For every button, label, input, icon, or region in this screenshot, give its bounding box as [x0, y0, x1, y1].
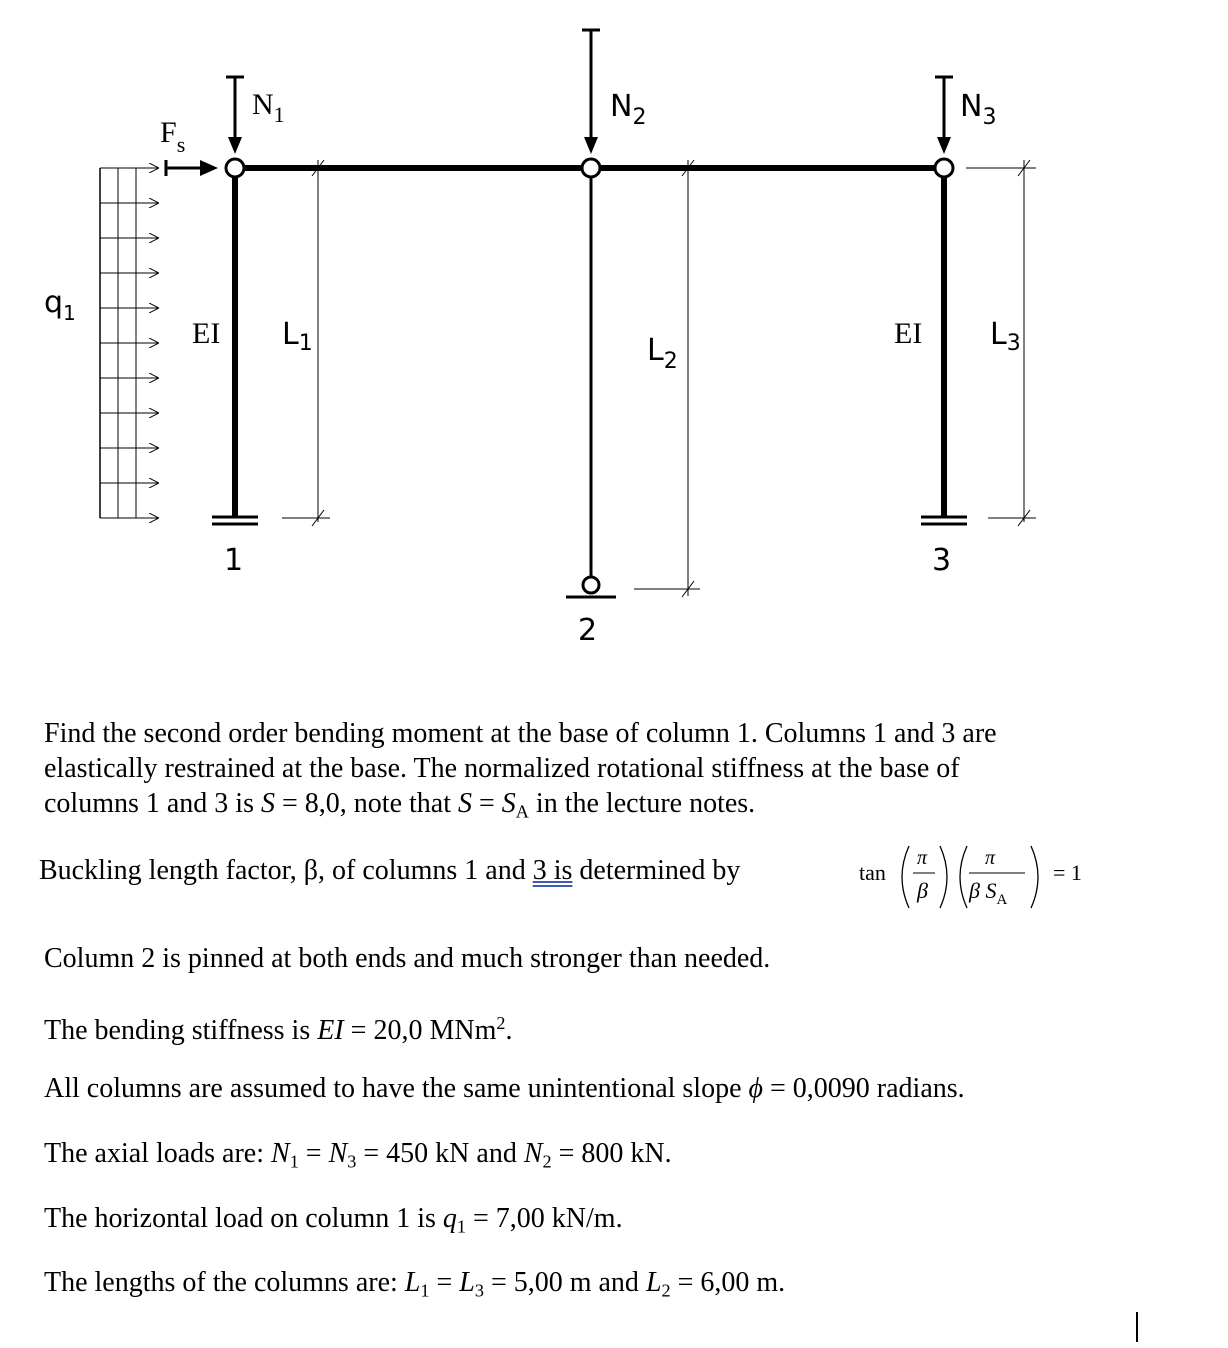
- text-cursor: [1136, 1312, 1138, 1342]
- label-l3: $L_3$: [990, 317, 1021, 356]
- axial-load-n2-arrow: [582, 30, 600, 154]
- stiffness-text: The bending stiffness is EI = 20,0 MNm$^2$.: [44, 1013, 513, 1046]
- buckling-text: Buckling length factor, β, of columns 1 and 3 is determined by: [39, 855, 741, 886]
- force-fs-arrow: [166, 160, 218, 176]
- label-n1: $N_1$: [252, 88, 285, 127]
- hinge-3: [935, 159, 953, 177]
- svg-text:π: π: [985, 847, 996, 869]
- svg-text:β: β: [917, 878, 928, 903]
- label-n3: $N_3$: [960, 89, 997, 130]
- axial-load-n3-arrow: [935, 77, 953, 154]
- dimension-l2: [600, 160, 700, 597]
- column2-text: Column 2 is pinned at both ends and much stronger than needed.: [44, 943, 771, 974]
- axial-loads-text: The axial loads are: $N_1 = N_3 = 450$ kN and $N_2 = 800$ kN.: [44, 1138, 672, 1172]
- lengths-text: The lengths of the columns are: $L_1 = L_3 = 5,00$ m and $L_2 = 6,00$ m.: [44, 1267, 786, 1301]
- pinned-support-2: [566, 577, 616, 597]
- label-l1: $L_1$: [282, 317, 313, 356]
- label-support-3: 3: [932, 543, 952, 578]
- label-ei-column-1: EI: [192, 317, 221, 350]
- hinge-1: [226, 159, 244, 177]
- svg-text:= 1: = 1: [1053, 860, 1082, 885]
- svg-text:β SA: β $S_A$: [969, 878, 1008, 908]
- label-l2: $L_2$: [647, 333, 678, 374]
- intro-line-3: columns 1 and 3 is S = 8,0, note that $S = S_A$ in the lecture notes.: [44, 788, 756, 822]
- label-support-1: 1: [224, 543, 244, 578]
- distributed-load-q1: [100, 168, 158, 518]
- horizontal-load-text: The horizontal load on column 1 is $q_1 = 7,00$ kN/m.: [44, 1203, 623, 1237]
- slope-text: All columns are assumed to have the same unintentional slope ϕ = 0,0090 radians.: [44, 1073, 965, 1104]
- fixed-support-3: [921, 517, 967, 524]
- intro-line-1: Find the second order bending moment at the base of column 1. Columns 1 and 3 are: [44, 718, 997, 749]
- buckling-formula: [855, 840, 1095, 914]
- axial-load-n1-arrow: [226, 77, 244, 154]
- label-n2: $N_2$: [610, 89, 647, 130]
- label-fs: $F_s$: [160, 116, 186, 157]
- fixed-support-1: [212, 517, 258, 524]
- label-support-2: 2: [578, 613, 598, 648]
- problem-intro: [44, 716, 997, 829]
- intro-line-2: elastically restrained at the base. The normalized rotational stiffness at the base of: [44, 753, 960, 784]
- label-ei-column-3: EI: [894, 317, 923, 350]
- svg-text:tan: tan: [859, 860, 886, 885]
- label-q: $q_1$: [44, 285, 76, 325]
- hinge-2: [582, 159, 600, 177]
- frame-diagram: [0, 0, 1228, 660]
- svg-text:π: π: [917, 847, 928, 869]
